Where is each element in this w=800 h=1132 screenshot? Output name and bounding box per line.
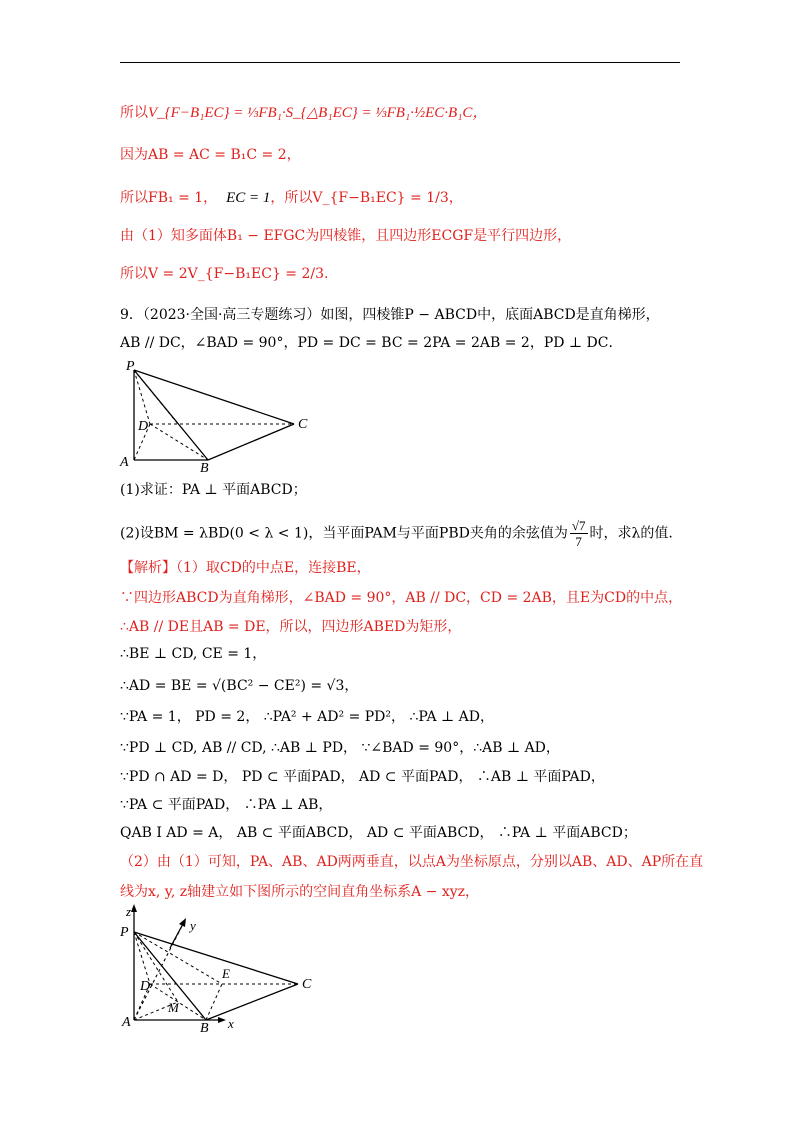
question-2: (2)设BM = λBD(0 < λ < 1)，当平面PAM与平面PBD夹角的余弦值为 $\frac{√7}{7}$ 时，求λ的值. bbox=[120, 518, 673, 549]
solution-part-2-axes: 线为x, y, z轴建立如下图所示的空间直角坐标系A − xyz， bbox=[120, 884, 480, 900]
label-D: D bbox=[140, 979, 151, 994]
solution-step-7: ∵PD ⊥ CD, AB // CD, ∴AB ⊥ PD， ∵∠BAD = 90°，∴AB ⊥ AD， bbox=[120, 740, 560, 756]
volume-formula: V_{F−B₁EC} = ⅓FB₁·S_{△B₁EC} = ⅓FB₁·½EC·B₁C， bbox=[148, 105, 488, 121]
solution-step-2: ∵四边形ABCD为直角梯形，∠BAD = 90°，AB // DC，CD = 2AB，且E为CD的中点， bbox=[120, 590, 683, 606]
problem-conditions: AB // DC，∠BAD = 90°，PD = DC = BC = 2PA = 2AB = 2，PD ⊥ DC． bbox=[120, 335, 623, 351]
solution-line-volume-formula: 所以V_{F−B₁EC} = ⅓FB₁·S_{△B₁EC} = ⅓FB₁·½EC·B₁C， bbox=[120, 105, 488, 121]
label-D: D bbox=[138, 419, 149, 434]
label-P: P bbox=[120, 925, 129, 940]
solution-step-4: ∴BE ⊥ CD, CE = 1， bbox=[120, 646, 267, 662]
solution-line-fb1: 所以FB₁ = 1， EC = 1，所以V_{F−B₁EC} = 1/3， bbox=[120, 190, 463, 206]
solution-line-polyhedron: 由（1）知多面体B₁ − EFGC为四棱锥，且四边形ECGF是平行四边形， bbox=[120, 228, 572, 244]
solution-line-lengths: 因为AB = AC = B₁C = 2， bbox=[120, 147, 301, 163]
solution-intro: 【解析】（1）取CD的中点E，连接BE， bbox=[120, 560, 371, 576]
question-1: (1)求证：PA ⊥ 平面ABCD； bbox=[120, 482, 307, 498]
solution-part-2: （2）由（1）可知，PA、AB、AD两两垂直，以点A为坐标原点，分别以AB、AD、AP所在直 bbox=[120, 854, 704, 870]
label-P: P bbox=[126, 360, 135, 374]
axis-label-y: y bbox=[190, 918, 196, 933]
header-rule bbox=[120, 62, 680, 63]
solution-step-10: QAB I AD = A， AB ⊂ 平面ABCD， AD ⊂ 平面ABCD， ∴PA ⊥ 平面ABCD； bbox=[120, 825, 637, 841]
figure-pyramid-coordinates bbox=[112, 902, 322, 1034]
solution-step-9: ∵PA ⊂ 平面PAD， ∴PA ⊥ AB， bbox=[120, 797, 333, 813]
label-M: M bbox=[168, 1000, 179, 1015]
label-C: C bbox=[298, 417, 308, 432]
label-B: B bbox=[200, 1021, 209, 1034]
solution-line-total-volume: 所以V = 2V_{F−B₁EC} = 2/3. bbox=[120, 266, 329, 282]
solution-step-5: ∴AD = BE = √(BC² − CE²) = √3， bbox=[120, 678, 359, 694]
axis-label-x: x bbox=[228, 1016, 234, 1031]
axis-label-z: z bbox=[126, 904, 132, 919]
label-A: A bbox=[122, 1015, 131, 1030]
solution-step-3: ∴AB // DE且AB = DE，所以，四边形ABED为矩形， bbox=[120, 619, 462, 635]
label-C: C bbox=[302, 977, 312, 992]
label-A: A bbox=[120, 455, 129, 470]
label-E: E bbox=[222, 966, 230, 981]
problem-header: 9．（2023·全国·高三专题练习）如图，四棱锥P − ABCD中，底面ABCD是直角梯形， bbox=[120, 307, 660, 323]
solution-step-6: ∵PA = 1， PD = 2， ∴PA² + AD² = PD²， ∴PA ⊥ AD， bbox=[120, 709, 495, 725]
solution-step-8: ∵PD ∩ AD = D， PD ⊂ 平面PAD， AD ⊂ 平面PAD， ∴AB ⊥ 平面PAD， bbox=[120, 769, 605, 785]
cosine-fraction: $\frac{√7}{7}$ bbox=[571, 518, 586, 549]
label-B: B bbox=[200, 461, 209, 472]
figure-pyramid-1 bbox=[118, 360, 318, 472]
